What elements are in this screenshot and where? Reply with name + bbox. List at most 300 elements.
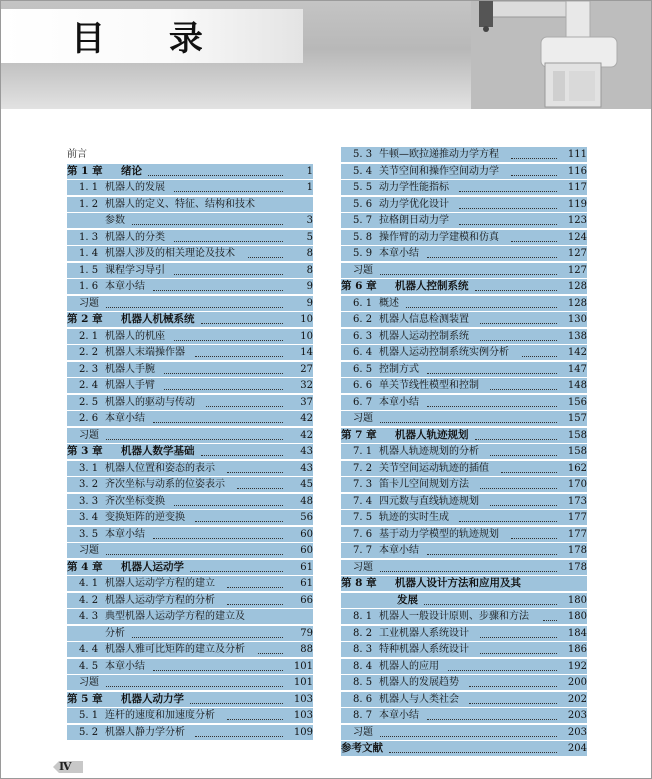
entry-title: 轨迹的实时生成 bbox=[379, 512, 449, 523]
entry-title: 机器人的发展 bbox=[105, 182, 165, 193]
entry-title: 特种机器人系统设计 bbox=[379, 644, 469, 655]
dot-leader bbox=[543, 619, 558, 621]
dot-leader bbox=[164, 372, 284, 374]
toc-entry[interactable] bbox=[341, 675, 587, 690]
toc-entry[interactable] bbox=[341, 296, 587, 311]
dot-leader bbox=[227, 471, 284, 473]
section-number: 6. 1 bbox=[353, 297, 373, 309]
dot-leader bbox=[106, 685, 283, 687]
section-number: 7. 3 bbox=[353, 479, 373, 490]
entry-highlight bbox=[341, 593, 587, 608]
dot-leader bbox=[132, 636, 283, 638]
page-ref: 123 bbox=[567, 215, 587, 226]
section-number: 3. 5 bbox=[79, 528, 99, 540]
toc-entry[interactable] bbox=[67, 378, 313, 393]
entry-highlight bbox=[67, 362, 313, 377]
page-ref: 128 bbox=[567, 297, 587, 309]
entry-title: 齐次坐标与动系的位姿表示 bbox=[105, 479, 225, 490]
dot-leader bbox=[448, 669, 557, 671]
toc-entry[interactable] bbox=[341, 246, 587, 261]
entry-highlight bbox=[67, 510, 313, 525]
entry-title: 参考文献 bbox=[341, 742, 383, 754]
entry-highlight bbox=[67, 527, 313, 542]
section-number: 8. 5 bbox=[353, 677, 373, 688]
toc-entry[interactable] bbox=[67, 428, 313, 443]
entry-title: 关节空间运动轨迹的插值 bbox=[379, 462, 489, 474]
toc-entry[interactable] bbox=[341, 725, 587, 740]
page-ref: 14 bbox=[300, 347, 313, 358]
section-number: 7. 6 bbox=[353, 528, 373, 540]
toc-entry[interactable] bbox=[341, 147, 587, 162]
toc-entry[interactable] bbox=[67, 626, 313, 641]
section-number: 8. 4 bbox=[353, 660, 373, 672]
entry-title: 习题 bbox=[79, 677, 99, 688]
toc-entry[interactable] bbox=[341, 345, 587, 360]
entry-title: 机器人涉及的相关理论及技术 bbox=[105, 248, 235, 259]
toc-entry[interactable] bbox=[341, 741, 587, 756]
toc-entry[interactable] bbox=[341, 708, 587, 723]
section-number: 7. 4 bbox=[353, 495, 373, 507]
entry-title: 习题 bbox=[353, 413, 373, 424]
dot-leader bbox=[459, 520, 558, 522]
section-number: 7. 2 bbox=[353, 462, 373, 474]
page-ref: 48 bbox=[300, 495, 313, 507]
dot-leader bbox=[480, 322, 558, 324]
page-ref: 61 bbox=[300, 561, 313, 573]
dot-leader bbox=[389, 751, 557, 753]
page-ref: 202 bbox=[567, 693, 587, 705]
section-number: 5. 4 bbox=[353, 165, 373, 177]
page-ref: 111 bbox=[567, 149, 587, 160]
page-ref: 203 bbox=[567, 710, 587, 721]
toc-entry[interactable] bbox=[341, 279, 587, 294]
entry-title: 机器人动力学 bbox=[121, 692, 184, 705]
page-ref: 8 bbox=[306, 264, 313, 276]
section-number: 4. 2 bbox=[79, 594, 99, 606]
entry-title: 控制方式 bbox=[379, 363, 419, 375]
toc-entry[interactable] bbox=[341, 395, 587, 410]
dot-leader bbox=[195, 355, 283, 357]
toc-entry[interactable] bbox=[67, 164, 313, 179]
toc-entry[interactable] bbox=[67, 296, 313, 311]
page-ref: 127 bbox=[567, 248, 587, 259]
entry-highlight bbox=[341, 246, 587, 261]
toc-entry[interactable] bbox=[341, 263, 587, 278]
entry-highlight bbox=[67, 428, 313, 443]
entry-title: 机器人末端操作器 bbox=[105, 347, 185, 358]
toc-entry[interactable] bbox=[67, 708, 313, 723]
dot-leader bbox=[490, 504, 557, 506]
toc-entry[interactable] bbox=[341, 180, 587, 195]
entry-highlight bbox=[341, 543, 587, 558]
dot-leader bbox=[480, 339, 558, 341]
page-ref: 158 bbox=[567, 429, 587, 441]
toc-entry[interactable] bbox=[67, 675, 313, 690]
entry-highlight bbox=[341, 362, 587, 377]
page-ref: 177 bbox=[567, 528, 587, 540]
entry-title: 前言 bbox=[67, 149, 87, 160]
page-ref: 103 bbox=[293, 710, 313, 721]
toc-entry[interactable] bbox=[341, 609, 587, 624]
entry-title: 本章小结 bbox=[379, 710, 419, 721]
toc-entry[interactable] bbox=[341, 312, 587, 327]
section-number: 3. 1 bbox=[79, 462, 99, 474]
section-number: 2. 1 bbox=[79, 330, 99, 342]
entry-highlight bbox=[341, 692, 587, 707]
toc-entry[interactable] bbox=[67, 593, 313, 608]
entry-highlight bbox=[341, 560, 587, 575]
toc-entry[interactable] bbox=[341, 411, 587, 426]
dot-leader bbox=[459, 207, 558, 209]
section-number: 4. 5 bbox=[79, 660, 99, 672]
dot-leader bbox=[380, 735, 557, 737]
section-number: 3. 3 bbox=[79, 495, 99, 507]
toc-entry[interactable] bbox=[341, 626, 587, 641]
entry-title: 本章小结 bbox=[379, 396, 419, 408]
entry-title: 机器人信息检测装置 bbox=[379, 314, 469, 325]
entry-highlight bbox=[341, 180, 587, 195]
entry-title: 机器人运动控制系统实例分析 bbox=[379, 347, 509, 358]
page-ref: 88 bbox=[300, 644, 313, 655]
toc-entry[interactable] bbox=[67, 576, 313, 591]
toc-entry[interactable] bbox=[341, 461, 587, 476]
section-number: 1. 6 bbox=[79, 281, 99, 292]
dot-leader bbox=[106, 438, 283, 440]
entry-title: 单关节线性模型和控制 bbox=[379, 380, 479, 391]
section-number: 4. 4 bbox=[79, 644, 99, 655]
page-ref: 184 bbox=[567, 627, 587, 639]
entry-title: 机器人静力学分析 bbox=[105, 726, 185, 738]
dot-leader bbox=[511, 537, 557, 539]
dot-leader bbox=[427, 405, 557, 407]
page-ref: 8 bbox=[306, 248, 313, 259]
page-ref: 66 bbox=[300, 594, 313, 606]
entry-title: 机器人机械系统 bbox=[121, 313, 195, 325]
dot-leader bbox=[174, 504, 283, 506]
toc-entry[interactable] bbox=[67, 180, 313, 195]
toc-entry[interactable] bbox=[341, 428, 587, 443]
section-number: 6. 2 bbox=[353, 314, 373, 325]
header-banner bbox=[1, 1, 651, 109]
entry-title: 操作臂的动力学建模和仿真 bbox=[379, 231, 499, 243]
toc-entry[interactable] bbox=[341, 494, 587, 509]
toc-entry[interactable] bbox=[341, 362, 587, 377]
toc-entry[interactable] bbox=[67, 725, 313, 740]
dot-leader bbox=[153, 669, 283, 671]
entry-title: 习题 bbox=[353, 561, 373, 573]
page-ref: 116 bbox=[567, 165, 587, 177]
entry-highlight bbox=[67, 164, 313, 179]
entry-title: 课程学习导引 bbox=[105, 264, 165, 276]
toc-entry[interactable] bbox=[341, 444, 587, 459]
entry-highlight bbox=[67, 296, 313, 311]
toc-entry[interactable] bbox=[341, 213, 587, 228]
dot-leader bbox=[174, 273, 283, 275]
toc-entry[interactable] bbox=[341, 477, 587, 492]
entry-title: 机器人与人类社会 bbox=[379, 693, 459, 705]
entry-title: 本章小结 bbox=[379, 545, 419, 556]
dot-leader bbox=[490, 388, 557, 390]
entry-title: 本章小结 bbox=[105, 528, 145, 540]
dot-leader bbox=[459, 190, 558, 192]
toc-entry[interactable] bbox=[67, 461, 313, 476]
page-ref: 79 bbox=[300, 627, 313, 639]
dot-leader bbox=[227, 586, 284, 588]
entry-title: 机器人的机座 bbox=[105, 330, 165, 342]
section-number: 6. 6 bbox=[353, 380, 373, 391]
dot-leader bbox=[511, 157, 557, 159]
entry-highlight bbox=[67, 180, 313, 195]
toc-entry[interactable] bbox=[67, 411, 313, 426]
section-number: 1. 5 bbox=[79, 264, 99, 276]
entry-title: 笛卡儿空间规划方法 bbox=[379, 479, 469, 490]
page-ref: 186 bbox=[567, 644, 587, 655]
dot-leader bbox=[475, 438, 558, 440]
toc-entry[interactable] bbox=[67, 345, 313, 360]
page-ref: 10 bbox=[300, 330, 313, 342]
dot-leader bbox=[406, 306, 557, 308]
section-number: 5. 7 bbox=[353, 215, 373, 226]
entry-title: 四元数与直线轨迹规划 bbox=[379, 495, 479, 507]
page-ref: 142 bbox=[567, 347, 587, 358]
entry-title: 机器人的驱动与传动 bbox=[105, 396, 195, 408]
entry-title: 参数 bbox=[105, 215, 125, 226]
section-number: 6. 5 bbox=[353, 363, 373, 375]
entry-highlight bbox=[67, 675, 313, 690]
section-number: 5. 2 bbox=[79, 726, 99, 738]
entry-title: 机器人一般设计原则、步骤和方法 bbox=[379, 611, 529, 622]
toc-entry[interactable] bbox=[67, 527, 313, 542]
entry-title: 机器人雅可比矩阵的建立及分析 bbox=[105, 644, 245, 655]
entry-title: 绪论 bbox=[121, 164, 142, 177]
page-ref: 162 bbox=[567, 462, 587, 474]
section-number: 2. 5 bbox=[79, 396, 99, 408]
toc-entry[interactable] bbox=[67, 692, 313, 707]
dot-leader bbox=[195, 735, 283, 737]
page-ref: 1 bbox=[306, 165, 313, 177]
page-ref: 119 bbox=[567, 198, 587, 210]
page-ref: 1 bbox=[306, 182, 313, 193]
entry-highlight bbox=[67, 626, 313, 641]
toc-entry[interactable] bbox=[341, 230, 587, 245]
dot-leader bbox=[153, 537, 283, 539]
entry-title: 机器人运动学方程的建立 bbox=[105, 578, 215, 589]
toc-entry[interactable] bbox=[67, 197, 313, 212]
dot-leader bbox=[190, 702, 283, 704]
entry-title: 分析 bbox=[105, 627, 125, 639]
dot-leader bbox=[380, 570, 557, 572]
toc-entry[interactable] bbox=[341, 692, 587, 707]
entry-title: 机器人的定义、特征、结构和技术 bbox=[105, 198, 255, 210]
toc-entry[interactable] bbox=[67, 659, 313, 674]
toc-entry[interactable] bbox=[341, 164, 587, 179]
page-ref: 178 bbox=[567, 561, 587, 573]
toc-entry[interactable] bbox=[67, 263, 313, 278]
toc-entry[interactable] bbox=[67, 543, 313, 558]
dot-leader bbox=[201, 322, 284, 324]
entry-highlight bbox=[67, 725, 313, 740]
entry-title: 机器人的发展趋势 bbox=[379, 677, 459, 688]
toc-entry[interactable] bbox=[341, 527, 587, 542]
dot-leader bbox=[190, 570, 283, 572]
dot-leader bbox=[380, 273, 557, 275]
dot-leader bbox=[459, 223, 558, 225]
toc-entry[interactable] bbox=[67, 329, 313, 344]
entry-highlight bbox=[67, 692, 313, 707]
section-number: 5. 1 bbox=[79, 710, 99, 721]
page-ref: 101 bbox=[293, 660, 313, 672]
page-ref: 178 bbox=[567, 545, 587, 556]
page-title: 目 录 bbox=[71, 19, 229, 59]
chapter-number: 第 4 章 bbox=[67, 560, 103, 573]
section-number: 3. 4 bbox=[79, 512, 99, 523]
page-ref: 109 bbox=[293, 726, 313, 738]
toc-entry[interactable] bbox=[341, 510, 587, 525]
toc-entry[interactable] bbox=[67, 444, 313, 459]
section-number: 8. 6 bbox=[353, 693, 373, 705]
section-number: 2. 4 bbox=[79, 380, 99, 391]
page-ref: 173 bbox=[567, 495, 587, 507]
toc-entry[interactable] bbox=[341, 593, 587, 608]
toc-entry[interactable] bbox=[341, 197, 587, 212]
toc-entry[interactable] bbox=[341, 543, 587, 558]
toc-entry[interactable] bbox=[341, 378, 587, 393]
page-ref: 60 bbox=[300, 545, 313, 556]
section-number: 2. 2 bbox=[79, 347, 99, 358]
page-ref: 43 bbox=[300, 462, 313, 474]
page-ref: 147 bbox=[567, 363, 587, 375]
toc-entry[interactable] bbox=[67, 230, 313, 245]
section-number: 6. 4 bbox=[353, 347, 373, 358]
entry-title: 机器人手臂 bbox=[105, 380, 155, 391]
page-ref: 128 bbox=[567, 281, 587, 292]
section-number: 8. 3 bbox=[353, 644, 373, 655]
toc-entry[interactable] bbox=[67, 395, 313, 410]
section-number: 5. 5 bbox=[353, 182, 373, 193]
dot-leader bbox=[522, 355, 558, 357]
chapter-number: 第 3 章 bbox=[67, 445, 103, 457]
chapter-number: 第 2 章 bbox=[67, 313, 103, 325]
entry-title: 机器人轨迹规划的分析 bbox=[379, 446, 479, 457]
page-ref: 103 bbox=[293, 693, 313, 705]
entry-highlight bbox=[67, 345, 313, 360]
toc-entry[interactable] bbox=[67, 312, 313, 327]
page-ref: 101 bbox=[293, 677, 313, 688]
entry-title: 基于动力学模型的轨迹规划 bbox=[379, 528, 499, 540]
page-ref: 42 bbox=[300, 429, 313, 441]
toc-entry[interactable] bbox=[67, 279, 313, 294]
entry-title: 拉格朗日动力学 bbox=[379, 215, 449, 226]
toc-entry[interactable] bbox=[67, 246, 313, 261]
toc-entry[interactable] bbox=[341, 642, 587, 657]
page-ref: 180 bbox=[567, 594, 587, 606]
dot-leader bbox=[148, 174, 283, 176]
page-ref: 27 bbox=[300, 363, 313, 375]
dot-leader bbox=[132, 223, 283, 225]
dot-leader bbox=[490, 454, 557, 456]
page-ref: 10 bbox=[300, 314, 313, 325]
entry-highlight bbox=[67, 659, 313, 674]
entry-title: 机器人设计方法和应用及其 bbox=[395, 577, 521, 589]
toc-entry[interactable] bbox=[67, 510, 313, 525]
entry-title: 机器人轨迹规划 bbox=[395, 428, 469, 441]
entry-highlight bbox=[341, 263, 587, 278]
toc-entry[interactable] bbox=[67, 477, 313, 492]
toc-entry[interactable] bbox=[67, 560, 313, 575]
page-ref: 42 bbox=[300, 413, 313, 424]
toc-entry[interactable] bbox=[341, 576, 587, 591]
page-ref: 158 bbox=[567, 446, 587, 457]
page-ref: 9 bbox=[306, 281, 313, 292]
page-ref: 148 bbox=[567, 380, 587, 391]
toc-entry[interactable] bbox=[67, 147, 313, 162]
page-ref: 138 bbox=[567, 330, 587, 342]
page-ref: 43 bbox=[300, 446, 313, 457]
toc-entry[interactable] bbox=[341, 659, 587, 674]
entry-title: 典型机器人运动学方程的建立及 bbox=[105, 611, 245, 622]
entry-title: 工业机器人系统设计 bbox=[379, 627, 469, 639]
section-number: 5. 8 bbox=[353, 231, 373, 243]
dot-leader bbox=[427, 256, 557, 258]
dot-leader bbox=[511, 174, 557, 176]
toc-entry[interactable] bbox=[341, 560, 587, 575]
section-number: 6. 7 bbox=[353, 396, 373, 408]
section-number: 2. 6 bbox=[79, 413, 99, 424]
dot-leader bbox=[237, 487, 283, 489]
dot-leader bbox=[511, 240, 557, 242]
toc-entry[interactable] bbox=[341, 329, 587, 344]
entry-title: 本章小结 bbox=[379, 248, 419, 259]
dot-leader bbox=[480, 487, 558, 489]
dot-leader bbox=[206, 405, 284, 407]
page-ref: 117 bbox=[567, 182, 587, 193]
toc-entry[interactable] bbox=[67, 362, 313, 377]
page-ref: 61 bbox=[300, 578, 313, 589]
section-number: 7. 5 bbox=[353, 512, 373, 523]
chapter-number: 第 7 章 bbox=[341, 428, 377, 441]
entry-title: 机器人运动学 bbox=[121, 560, 184, 573]
page-ref: 5 bbox=[306, 231, 313, 243]
entry-highlight bbox=[341, 675, 587, 690]
toc-entry[interactable] bbox=[67, 642, 313, 657]
toc-entry[interactable] bbox=[67, 213, 313, 228]
entry-title: 连杆的速度和加速度分析 bbox=[105, 710, 215, 721]
page-ref: 130 bbox=[567, 314, 587, 325]
section-number: 8. 2 bbox=[353, 627, 373, 639]
toc-entry[interactable] bbox=[67, 494, 313, 509]
section-number: 1. 2 bbox=[79, 198, 99, 210]
section-number: 5. 3 bbox=[353, 149, 373, 160]
section-number: 5. 6 bbox=[353, 198, 373, 210]
entry-highlight bbox=[341, 296, 587, 311]
page-ref: 32 bbox=[300, 380, 313, 391]
entry-title: 机器人位置和姿态的表示 bbox=[105, 462, 215, 474]
entry-title: 动力学优化设计 bbox=[379, 198, 449, 210]
dot-leader bbox=[480, 636, 558, 638]
entry-highlight bbox=[341, 411, 587, 426]
dot-leader bbox=[153, 421, 283, 423]
entry-highlight bbox=[67, 543, 313, 558]
dot-leader bbox=[195, 520, 283, 522]
entry-highlight bbox=[341, 213, 587, 228]
toc-entry[interactable] bbox=[67, 609, 313, 624]
entry-highlight bbox=[67, 494, 313, 509]
entry-title: 本章小结 bbox=[105, 660, 145, 672]
entry-highlight bbox=[67, 279, 313, 294]
section-number: 1. 4 bbox=[79, 248, 99, 259]
entry-title: 习题 bbox=[353, 726, 373, 738]
page-ref: 37 bbox=[300, 396, 313, 408]
